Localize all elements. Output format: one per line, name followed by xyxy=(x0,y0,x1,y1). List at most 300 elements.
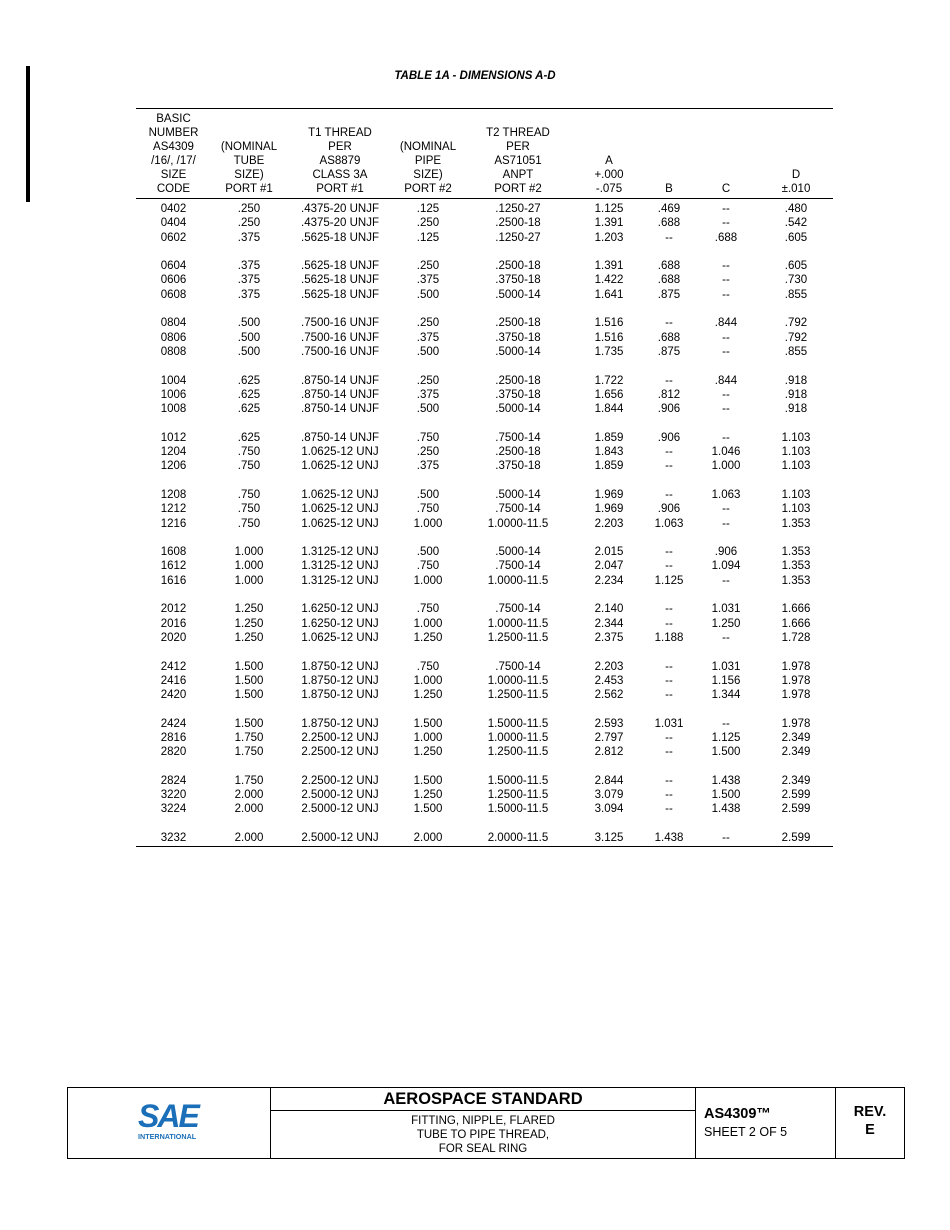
cell-dim-a: 2.344 xyxy=(594,617,624,630)
cell-code: 0606 xyxy=(160,274,187,287)
cell-dim-a: 1.391 xyxy=(594,217,624,230)
table-row xyxy=(136,388,833,402)
cell-t2-thread: 1.2500-11.5 xyxy=(487,746,549,759)
cell-t2-thread: .7500-14 xyxy=(495,603,541,616)
cell-t1-thread: .5625-18 UNJF xyxy=(301,231,379,244)
cell-dim-a: 1.125 xyxy=(594,203,624,215)
cell-t1-thread: 1.0625-12 UNJ xyxy=(301,517,379,530)
cell-t1-thread: 1.6250-12 UNJ xyxy=(301,603,379,616)
cell-tube-size: .500 xyxy=(237,317,261,330)
cell-code: 3220 xyxy=(160,789,187,802)
cell-tube-size: 2.000 xyxy=(211,831,287,847)
spacer-cell xyxy=(136,416,833,430)
revision-cell xyxy=(836,1088,904,1158)
table-header-row xyxy=(136,109,833,199)
cell-dim-c: -- xyxy=(722,503,730,516)
cell-code: 0402 xyxy=(160,203,187,215)
cell-dim-b: -- xyxy=(665,546,673,559)
spacer-cell xyxy=(136,474,833,488)
table-row xyxy=(136,273,833,287)
title-block xyxy=(67,1087,905,1159)
header-line: (NOMINAL xyxy=(399,141,457,153)
cell-dim-d: .792 xyxy=(784,331,808,344)
cell-code: 0404 xyxy=(160,217,187,230)
column-header-code xyxy=(136,109,211,199)
group-spacer xyxy=(136,817,833,831)
spacer-cell xyxy=(136,702,833,716)
cell-tube-size: 2.000 xyxy=(234,803,264,816)
cell-dim-a: 2.593 xyxy=(594,717,624,730)
cell-t2-thread: .1250-27 xyxy=(495,231,541,244)
cell-dim-b: .906 xyxy=(657,431,681,444)
cell-dim-b: -- xyxy=(665,731,673,744)
cell-dim-a: 2.812 xyxy=(594,746,624,759)
cell-dim-c: 1.125 xyxy=(711,731,741,744)
sheet-number: SHEET 2 OF 5 xyxy=(704,1125,788,1139)
header-line: CODE xyxy=(156,183,191,195)
cell-pipe-size: .250 xyxy=(416,260,440,273)
header-line: ANPT xyxy=(502,169,534,181)
cell-tube-size: .375 xyxy=(237,274,261,287)
cell-dim-a: 2.453 xyxy=(594,674,624,687)
cell-dim-c: -- xyxy=(722,203,730,215)
cell-dim-d: .855 xyxy=(784,288,808,301)
cell-dim-d: 2.599 xyxy=(781,803,811,816)
cell-code: 2820 xyxy=(160,746,187,759)
table-row xyxy=(136,502,833,516)
cell-pipe-size: .500 xyxy=(416,288,440,301)
cell-dim-a: 1.969 xyxy=(594,488,624,501)
cell-dim-b: -- xyxy=(665,446,673,459)
cell-pipe-size: .375 xyxy=(416,331,440,344)
cell-dim-c: 1.094 xyxy=(711,560,741,573)
cell-dim-b: .906 xyxy=(657,403,681,416)
cell-t1-thread: .7500-16 UNJF xyxy=(301,345,379,358)
table-row xyxy=(136,574,833,588)
table-row xyxy=(136,488,833,502)
cell-pipe-size: 1.250 xyxy=(413,631,443,644)
subtitle-line: FOR SEAL RING xyxy=(438,1143,528,1155)
cell-dim-d: 1.666 xyxy=(781,617,811,630)
cell-code: 2020 xyxy=(160,631,187,644)
cell-dim-b: .688 xyxy=(657,331,681,344)
cell-dim-c: .688 xyxy=(714,231,738,244)
cell-code: 0804 xyxy=(160,317,187,330)
cell-dim-b: .469 xyxy=(657,203,681,215)
cell-tube-size: .750 xyxy=(237,460,261,473)
cell-dim-c: -- xyxy=(722,288,730,301)
header-line: PORT #1 xyxy=(225,183,273,195)
cell-t2-thread: .3750-18 xyxy=(495,388,541,401)
spacer-cell xyxy=(136,645,833,659)
cell-tube-size: .750 xyxy=(237,517,261,530)
cell-code: 1206 xyxy=(160,460,187,473)
svg-text:INTERNATIONAL: INTERNATIONAL xyxy=(138,1132,197,1141)
cell-t2-thread: .5000-14 xyxy=(495,345,541,358)
cell-dim-d: 1.728 xyxy=(781,631,811,644)
cell-code: 1608 xyxy=(160,546,187,559)
column-header-t2-thread xyxy=(463,109,573,199)
cell-t1-thread: 2.2500-12 UNJ xyxy=(301,731,379,744)
cell-t1-thread: 1.8750-12 UNJ xyxy=(301,674,379,687)
cell-t1-thread: 1.8750-12 UNJ xyxy=(301,660,379,673)
cell-tube-size: .375 xyxy=(237,260,261,273)
cell-tube-size: .625 xyxy=(237,403,261,416)
cell-code: 1012 xyxy=(160,431,187,444)
table-row xyxy=(136,431,833,445)
cell-code: 1208 xyxy=(160,488,187,501)
table-row xyxy=(136,288,833,302)
cell-pipe-size: .500 xyxy=(416,488,440,501)
table-row xyxy=(136,199,833,217)
table-row xyxy=(136,717,833,731)
cell-tube-size: .250 xyxy=(237,217,261,230)
cell-pipe-size: .750 xyxy=(416,431,440,444)
cell-t1-thread: 1.3125-12 UNJ xyxy=(301,574,379,587)
cell-pipe-size: .250 xyxy=(416,217,440,230)
cell-t1-thread: .5625-18 UNJF xyxy=(301,274,379,287)
cell-t2-thread: 1.5000-11.5 xyxy=(487,803,549,816)
cell-tube-size: 2.000 xyxy=(234,789,264,802)
cell-dim-c: -- xyxy=(722,403,730,416)
header-line: TUBE xyxy=(233,155,265,167)
cell-dim-c: 1.344 xyxy=(711,689,741,702)
cell-dim-a: 2.203 xyxy=(594,660,624,673)
cell-dim-d: 1.103 xyxy=(781,431,811,444)
cell-dim-c: 1.438 xyxy=(711,774,741,787)
cell-pipe-size: .125 xyxy=(416,203,440,215)
table-row xyxy=(136,788,833,802)
cell-pipe-size: .375 xyxy=(416,460,440,473)
cell-pipe-size: 1.500 xyxy=(413,803,443,816)
cell-t2-thread: .2500-18 xyxy=(495,374,541,387)
document-cell xyxy=(696,1088,836,1158)
cell-t2-thread: .2500-18 xyxy=(495,317,541,330)
cell-pipe-size: .750 xyxy=(416,560,440,573)
header-line: +.000 xyxy=(594,169,624,181)
cell-tube-size: 1.500 xyxy=(234,660,264,673)
cell-code: 1616 xyxy=(160,574,187,587)
cell-tube-size: .250 xyxy=(237,203,261,215)
header-line: CLASS 3A xyxy=(312,169,368,181)
header-line: PORT #1 xyxy=(316,183,364,195)
cell-dim-a: 1.422 xyxy=(594,274,624,287)
table-row xyxy=(136,316,833,330)
cell-dim-c: 1.031 xyxy=(711,603,741,616)
cell-code: 2412 xyxy=(160,660,187,673)
cell-tube-size: 1.250 xyxy=(234,631,264,644)
header-line: PORT #2 xyxy=(404,183,452,195)
cell-t2-thread: .5000-14 xyxy=(495,488,541,501)
cell-tube-size: 1.500 xyxy=(234,689,264,702)
header-line: A xyxy=(605,155,613,167)
cell-pipe-size: 1.000 xyxy=(413,574,443,587)
cell-pipe-size: 1.000 xyxy=(413,674,443,687)
cell-dim-c: 1.046 xyxy=(711,446,741,459)
table-row xyxy=(136,559,833,573)
table-row xyxy=(136,674,833,688)
cell-dim-d: 2.599 xyxy=(781,789,811,802)
cell-code: 0602 xyxy=(160,231,187,244)
cell-dim-c: 1.031 xyxy=(711,660,741,673)
cell-dim-c: 1.063 xyxy=(711,488,741,501)
cell-dim-b: -- xyxy=(665,231,673,244)
cell-t1-thread: 2.2500-12 UNJ xyxy=(301,774,379,787)
cell-t1-thread: .8750-14 UNJF xyxy=(301,403,379,416)
cell-t2-thread: .7500-14 xyxy=(495,560,541,573)
cell-dim-a: 1.969 xyxy=(594,503,624,516)
table-row xyxy=(136,802,833,816)
column-header-tube-size xyxy=(211,109,287,199)
cell-t1-thread: 2.5000-12 UNJ xyxy=(301,803,379,816)
header-line: AS8879 xyxy=(319,155,361,167)
cell-dim-b: -- xyxy=(665,789,673,802)
cell-code: 0808 xyxy=(160,345,187,358)
column-header-dim-d xyxy=(759,109,833,199)
cell-t1-thread: .4375-20 UNJF xyxy=(301,217,379,230)
cell-dim-b: .906 xyxy=(657,503,681,516)
title-cell xyxy=(271,1088,696,1158)
cell-dim-a: 2.844 xyxy=(594,774,624,787)
cell-pipe-size: .125 xyxy=(416,231,440,244)
header-line: T1 THREAD xyxy=(308,127,372,139)
cell-code: 0806 xyxy=(160,331,187,344)
cell-t2-thread: .5000-14 xyxy=(495,403,541,416)
cell-tube-size: .375 xyxy=(237,231,261,244)
cell-t1-thread: 1.0625-12 UNJ xyxy=(301,488,379,501)
cell-dim-c: -- xyxy=(722,274,730,287)
column-header-pipe-size xyxy=(393,109,463,199)
cell-code: 1008 xyxy=(160,403,187,416)
cell-pipe-size: .750 xyxy=(416,503,440,516)
group-spacer xyxy=(136,760,833,774)
group-spacer xyxy=(136,245,833,259)
cell-code: 2016 xyxy=(160,617,187,630)
cell-pipe-size: .500 xyxy=(416,403,440,416)
header-line: SIZE) xyxy=(234,169,264,181)
cell-pipe-size: 1.500 xyxy=(413,774,443,787)
cell-dim-b: .812 xyxy=(657,388,681,401)
cell-dim-a: 1.203 xyxy=(594,231,624,244)
cell-code: 1216 xyxy=(160,517,187,530)
cell-dim-a: 1.844 xyxy=(594,403,624,416)
spacer-cell xyxy=(136,760,833,774)
table-row xyxy=(136,831,833,847)
cell-dim-d: .792 xyxy=(784,317,808,330)
cell-dim-d: 1.103 xyxy=(781,488,811,501)
cell-dim-d: 1.978 xyxy=(781,660,811,673)
header-line: ±.010 xyxy=(781,183,811,195)
header-line: /16/, /17/ xyxy=(151,155,196,167)
cell-t2-thread: .7500-14 xyxy=(495,503,541,516)
cell-dim-d: .730 xyxy=(784,274,808,287)
spacer-cell xyxy=(136,245,833,259)
cell-dim-b: .688 xyxy=(657,274,681,287)
cell-dim-d: 1.353 xyxy=(781,574,811,587)
cell-t1-thread: .7500-16 UNJF xyxy=(301,317,379,330)
group-spacer xyxy=(136,474,833,488)
cell-dim-a: 2.562 xyxy=(594,689,624,702)
table-row xyxy=(136,688,833,702)
cell-t1-thread: 2.2500-12 UNJ xyxy=(301,746,379,759)
cell-dim-c: -- xyxy=(722,431,730,444)
cell-dim-c: -- xyxy=(722,517,730,530)
cell-dim-a: 3.079 xyxy=(594,789,624,802)
cell-dim-b: .875 xyxy=(657,345,681,358)
cell-t2-thread: 2.0000-11.5 xyxy=(463,831,573,847)
cell-dim-c: -- xyxy=(722,331,730,344)
cell-dim-b: -- xyxy=(665,488,673,501)
table-row xyxy=(136,660,833,674)
cell-dim-d: 2.599 xyxy=(759,831,833,847)
cell-pipe-size: .375 xyxy=(416,274,440,287)
table-row xyxy=(136,617,833,631)
cell-t1-thread: .7500-16 UNJF xyxy=(301,331,379,344)
cell-code: 2416 xyxy=(160,674,187,687)
cell-t2-thread: 1.5000-11.5 xyxy=(487,774,549,787)
cell-dim-a: 2.375 xyxy=(594,631,624,644)
cell-pipe-size: 1.250 xyxy=(413,789,443,802)
cell-t1-thread: .8750-14 UNJF xyxy=(301,374,379,387)
cell-tube-size: .500 xyxy=(237,331,261,344)
cell-dim-c: -- xyxy=(722,717,730,730)
header-line: SIZE xyxy=(160,169,187,181)
cell-dim-d: 1.353 xyxy=(781,517,811,530)
cell-tube-size: .625 xyxy=(237,431,261,444)
cell-t1-thread: .5625-18 UNJF xyxy=(301,288,379,301)
header-line: AS4309 xyxy=(153,141,194,153)
cell-dim-b: -- xyxy=(665,689,673,702)
header-line: AS71051 xyxy=(494,155,542,167)
change-bar xyxy=(26,66,30,202)
cell-pipe-size: 2.000 xyxy=(393,831,463,847)
document-subtitle xyxy=(271,1111,695,1156)
cell-t2-thread: .1250-27 xyxy=(495,203,541,215)
cell-dim-c: 1.500 xyxy=(711,789,741,802)
cell-pipe-size: .375 xyxy=(416,388,440,401)
cell-t2-thread: 1.2500-11.5 xyxy=(487,631,549,644)
cell-code: 1612 xyxy=(160,560,187,573)
cell-pipe-size: .750 xyxy=(416,660,440,673)
cell-dim-d: .480 xyxy=(784,203,808,215)
cell-dim-d: .918 xyxy=(784,403,808,416)
spacer-cell xyxy=(136,531,833,545)
table-row xyxy=(136,374,833,388)
document-number: AS4309™ xyxy=(704,1106,771,1122)
header-line: T2 THREAD xyxy=(486,127,550,139)
cell-dim-d: 2.349 xyxy=(781,746,811,759)
cell-dim-b: -- xyxy=(665,617,673,630)
cell-t2-thread: .7500-14 xyxy=(495,660,541,673)
cell-dim-a: 1.735 xyxy=(594,345,624,358)
cell-code: 1204 xyxy=(160,446,187,459)
cell-dim-d: .605 xyxy=(784,260,808,273)
group-spacer xyxy=(136,416,833,430)
group-spacer xyxy=(136,531,833,545)
cell-t2-thread: .2500-18 xyxy=(495,446,541,459)
cell-pipe-size: .250 xyxy=(416,446,440,459)
cell-tube-size: 1.000 xyxy=(234,574,264,587)
cell-dim-c: -- xyxy=(722,388,730,401)
subtitle-line: FITTING, NIPPLE, FLARED xyxy=(411,1115,555,1127)
cell-t1-thread: 1.0625-12 UNJ xyxy=(301,460,379,473)
cell-dim-d: .855 xyxy=(784,345,808,358)
cell-dim-a: 2.203 xyxy=(594,517,624,530)
cell-dim-a: 3.125 xyxy=(573,831,645,847)
cell-code: 3232 xyxy=(136,831,211,847)
cell-dim-d: 1.103 xyxy=(781,446,811,459)
logo-cell xyxy=(68,1088,271,1158)
header-line: D xyxy=(791,169,801,181)
cell-dim-c: -- xyxy=(722,631,730,644)
group-spacer xyxy=(136,302,833,316)
cell-code: 2012 xyxy=(160,603,187,616)
cell-tube-size: 1.250 xyxy=(234,603,264,616)
cell-dim-c: .906 xyxy=(714,546,738,559)
cell-dim-c: -- xyxy=(693,831,759,847)
cell-dim-b: 1.125 xyxy=(654,574,684,587)
cell-tube-size: .375 xyxy=(237,288,261,301)
cell-dim-c: -- xyxy=(722,345,730,358)
cell-dim-a: 1.391 xyxy=(594,260,624,273)
cell-t2-thread: .5000-14 xyxy=(495,288,541,301)
cell-tube-size: 1.750 xyxy=(234,731,264,744)
cell-dim-a: 1.516 xyxy=(594,317,624,330)
table-row xyxy=(136,402,833,416)
header-line: C xyxy=(721,183,731,195)
cell-dim-d: 2.349 xyxy=(781,774,811,787)
group-spacer xyxy=(136,588,833,602)
cell-dim-b: -- xyxy=(665,603,673,616)
dimensions-table xyxy=(136,108,833,847)
column-header-dim-c xyxy=(693,109,759,199)
cell-t1-thread: 2.5000-12 UNJ xyxy=(301,789,379,802)
cell-dim-c: .844 xyxy=(714,374,738,387)
cell-tube-size: 1.250 xyxy=(234,617,264,630)
cell-dim-d: 1.103 xyxy=(781,503,811,516)
cell-dim-a: 2.047 xyxy=(594,560,624,573)
group-spacer xyxy=(136,645,833,659)
cell-dim-b: -- xyxy=(665,803,673,816)
cell-dim-b: -- xyxy=(665,460,673,473)
cell-dim-a: 1.656 xyxy=(594,388,624,401)
column-header-dim-b xyxy=(645,109,693,199)
column-header-dim-a xyxy=(573,109,645,199)
cell-pipe-size: 1.250 xyxy=(413,746,443,759)
cell-t1-thread: 1.6250-12 UNJ xyxy=(301,617,379,630)
cell-dim-d: 1.666 xyxy=(781,603,811,616)
cell-dim-b: .875 xyxy=(657,288,681,301)
cell-code: 0608 xyxy=(160,288,187,301)
cell-dim-d: 1.353 xyxy=(781,546,811,559)
cell-dim-d: .918 xyxy=(784,374,808,387)
header-line: -.075 xyxy=(595,183,623,195)
cell-t2-thread: 1.0000-11.5 xyxy=(487,731,549,744)
cell-pipe-size: .250 xyxy=(416,374,440,387)
cell-t2-thread: .7500-14 xyxy=(495,431,541,444)
cell-tube-size: .750 xyxy=(237,488,261,501)
cell-t1-thread: 1.8750-12 UNJ xyxy=(301,717,379,730)
cell-t2-thread: .3750-18 xyxy=(495,331,541,344)
cell-dim-a: 1.859 xyxy=(594,431,624,444)
cell-dim-b: -- xyxy=(665,317,673,330)
cell-t2-thread: .3750-18 xyxy=(495,274,541,287)
cell-dim-c: -- xyxy=(722,217,730,230)
cell-dim-d: .542 xyxy=(784,217,808,230)
header-line: PORT #2 xyxy=(494,183,542,195)
table-row xyxy=(136,731,833,745)
sae-logo xyxy=(137,1100,203,1144)
